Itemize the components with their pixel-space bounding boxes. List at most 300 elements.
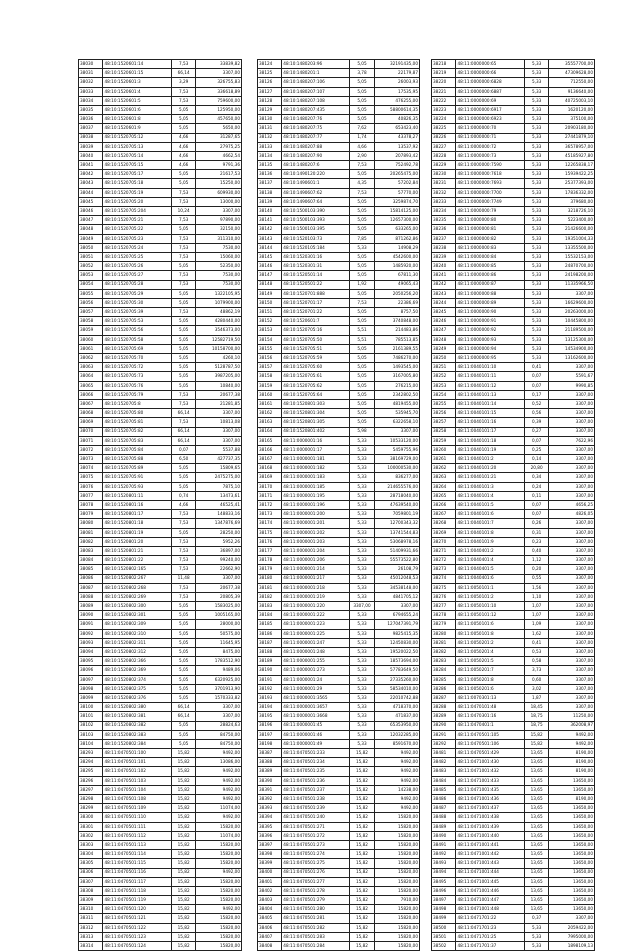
- row-number-cell: 38145: [258, 252, 282, 261]
- row-number-cell: 38069: [79, 418, 103, 427]
- cadastral-number-cell: 48:10:1520801:17: [103, 510, 171, 519]
- cadastral-number-cell: 48:11:0471001:442: [456, 850, 524, 859]
- rate-cell: 5,33: [524, 326, 548, 335]
- rate-cell: 7,53: [171, 60, 195, 69]
- table-row: [432, 611, 595, 620]
- value-cell: 7530,00: [196, 271, 242, 280]
- value-cell: 19351004,33: [549, 234, 595, 243]
- cadastral-number-cell: 48:10:1520801:11: [103, 491, 171, 500]
- table-row: [432, 409, 595, 418]
- value-cell: 375100,00: [549, 115, 595, 124]
- cadastral-number-cell: 48:11:0000000:80: [456, 216, 524, 225]
- rate-cell: 5,05: [171, 648, 195, 657]
- value-cell: 15820,00: [196, 896, 242, 905]
- row-number-cell: 38139: [258, 197, 282, 206]
- table-row: [258, 197, 420, 206]
- cadastral-number-cell: 48:11:0470501:236: [282, 776, 350, 785]
- row-number-cell: 38235: [432, 216, 456, 225]
- table-row: [79, 436, 242, 445]
- row-number-cell: 38073: [79, 455, 103, 464]
- cadastral-number-cell: 48:11:0000001:203: [282, 537, 350, 546]
- rate-cell: 5,05: [350, 344, 374, 353]
- rate-cell: 10,24: [171, 207, 195, 216]
- table-row: [432, 381, 595, 390]
- row-number-cell: 38258: [432, 427, 456, 436]
- table-row: [79, 703, 242, 712]
- table-row: [432, 712, 595, 721]
- value-cell: 3307,00: [549, 666, 595, 675]
- value-cell: 9492,00: [374, 758, 419, 767]
- value-cell: 15532153,00: [549, 252, 595, 261]
- table-row: [258, 813, 420, 822]
- value-cell: 20263000,00: [549, 308, 595, 317]
- rate-cell: 5,33: [350, 592, 374, 601]
- rate-cell: 1,12: [524, 556, 548, 565]
- value-cell: 53068978,16: [374, 537, 419, 546]
- row-number-cell: 38161: [258, 399, 282, 408]
- table-row: [258, 822, 420, 831]
- row-number-cell: 38153: [258, 326, 282, 335]
- value-cell: 3307,00: [196, 712, 242, 721]
- rate-cell: 5,33: [524, 60, 548, 69]
- value-cell: 4542600,00: [374, 252, 419, 261]
- rate-cell: 18,75: [524, 721, 548, 730]
- table-row: [432, 390, 595, 399]
- row-number-cell: 38250: [432, 354, 456, 363]
- cadastral-number-cell: 48:10:1520601:9: [103, 124, 171, 133]
- cadastral-number-cell: 48:11:0040101:13: [456, 390, 524, 399]
- row-number-cell: 38039: [79, 142, 103, 151]
- row-number-cell: 38251: [432, 363, 456, 372]
- cadastral-number-cell: 48:11:0470501:114: [103, 850, 171, 859]
- cadastral-number-cell: 48:10:1520802:374: [103, 675, 171, 684]
- rate-cell: 5,33: [350, 464, 374, 473]
- table-row: [258, 225, 420, 234]
- rate-cell: 0,31: [524, 528, 548, 537]
- table-row: [79, 234, 242, 243]
- table-row: [432, 850, 595, 859]
- row-number-cell: 38178: [258, 556, 282, 565]
- rate-cell: 5,33: [350, 583, 374, 592]
- row-number-cell: 38159: [258, 381, 282, 390]
- row-number-cell: 38289: [432, 712, 456, 721]
- row-number-cell: 38147: [258, 271, 282, 280]
- row-number-cell: 38220: [432, 78, 456, 87]
- table-row: [79, 427, 242, 436]
- rate-cell: 5,05: [171, 611, 195, 620]
- table-row: [79, 868, 242, 877]
- cadastral-number-cell: 48:11:0040101:8: [456, 528, 524, 537]
- row-number-cell: 38278: [432, 611, 456, 620]
- rate-cell: 5,33: [350, 574, 374, 583]
- row-number-cell: 38259: [432, 436, 456, 445]
- row-number-cell: 38102: [79, 721, 103, 730]
- cadastral-number-cell: 48:11:0470501:120: [103, 905, 171, 914]
- table-row: [432, 675, 595, 684]
- value-cell: 16629600,00: [549, 298, 595, 307]
- row-number-cell: 38070: [79, 427, 103, 436]
- row-number-cell: 38089: [79, 602, 103, 611]
- table-row: [432, 445, 595, 454]
- row-number-cell: 38260: [432, 445, 456, 454]
- cadastral-number-cell: 48:10:1490601:1: [282, 179, 350, 188]
- table-row: [432, 739, 595, 748]
- rate-cell: 7,53: [171, 565, 195, 574]
- table-row: [258, 161, 420, 170]
- table-row: [258, 840, 420, 849]
- rate-cell: 0,07: [171, 445, 195, 454]
- row-number-cell: 38100: [79, 703, 103, 712]
- value-cell: 28824,63: [196, 721, 242, 730]
- value-cell: 752492,78: [374, 161, 419, 170]
- value-cell: 476255,00: [374, 96, 419, 105]
- cadastral-number-cell: 48:10:1520705:28: [103, 280, 171, 289]
- row-number-cell: 38486: [432, 795, 456, 804]
- table-row: [79, 519, 242, 528]
- rate-cell: 1,74: [350, 133, 374, 142]
- row-number-cell: 38249: [432, 344, 456, 353]
- table-row: [79, 923, 242, 932]
- table-row: [432, 877, 595, 886]
- rate-cell: 0,26: [524, 519, 548, 528]
- table-row: [258, 905, 420, 914]
- row-number-cell: 38309: [79, 896, 103, 905]
- value-cell: 84750,00: [196, 739, 242, 748]
- cadastral-number-cell: 48:11:0470501:115: [103, 859, 171, 868]
- cadastral-number-cell: 48:11:0000001:183: [282, 473, 350, 482]
- value-cell: 9492,00: [374, 804, 419, 813]
- row-number-cell: 38305: [79, 859, 103, 868]
- value-cell: 11645,95: [196, 638, 242, 647]
- rate-cell: 15,82: [350, 749, 374, 758]
- row-number-cell: 38294: [79, 758, 103, 767]
- cadastral-number-cell: 48:11:0040101:9: [456, 537, 524, 546]
- table-row: [79, 197, 242, 206]
- table-row: [432, 501, 595, 510]
- row-number-cell: 38185: [258, 620, 282, 629]
- cadastral-number-cell: 48:11:0050201:7: [456, 666, 524, 675]
- rate-cell: 18,75: [524, 712, 548, 721]
- value-cell: 3307,00: [549, 464, 595, 473]
- cadastral-number-cell: 48:10:1520801:303: [282, 399, 350, 408]
- rate-cell: 15,82: [524, 739, 548, 748]
- rate-cell: 66,14: [171, 69, 195, 78]
- table-row: [432, 399, 595, 408]
- row-number-cell: 38065: [79, 381, 103, 390]
- table-row: [79, 60, 242, 69]
- rate-cell: 7,53: [171, 592, 195, 601]
- cadastral-number-cell: 48:11:0050201:4: [456, 648, 524, 657]
- table-row: [432, 629, 595, 638]
- cadastral-number-cell: 48:11:0470501:278: [282, 886, 350, 895]
- cadastral-number-cell: 48:10:1520802:165: [103, 565, 171, 574]
- table-row: [258, 151, 420, 160]
- value-cell: 2342802,50: [374, 390, 419, 399]
- cadastral-number-cell: 48:11:0471001:437: [456, 804, 524, 813]
- table-row: [79, 693, 242, 702]
- cadastral-number-cell: 48:10:1500103:393: [282, 216, 350, 225]
- value-cell: 20677,38: [196, 583, 242, 592]
- cadastral-number-cell: 48:10:1520802:310: [103, 629, 171, 638]
- cadastral-number-cell: 48:11:0470501:280: [282, 905, 350, 914]
- cadastral-number-cell: 48:11:0040401:6: [456, 574, 524, 583]
- table-row: [258, 96, 420, 105]
- value-cell: 15820,00: [196, 859, 242, 868]
- cadastral-number-cell: 48:11:0470501:237: [282, 785, 350, 794]
- row-number-cell: 38273: [432, 565, 456, 574]
- rate-cell: 5,33: [524, 179, 548, 188]
- table-row: [432, 142, 595, 151]
- row-number-cell: 38291: [432, 730, 456, 739]
- table-row: [79, 96, 242, 105]
- row-number-cell: 38483: [432, 767, 456, 776]
- value-cell: 50575,00: [196, 629, 242, 638]
- rate-cell: 0,58: [524, 657, 548, 666]
- row-number-cell: 38035: [79, 105, 103, 114]
- cadastral-number-cell: 48:11:0000000:6917: [456, 105, 524, 114]
- value-cell: 55573522,80: [374, 556, 419, 565]
- table-row: [79, 648, 242, 657]
- cadastral-number-cell: 48:11:0470501:119: [103, 896, 171, 905]
- rate-cell: 15,82: [171, 767, 195, 776]
- table-row: [258, 942, 420, 951]
- cadastral-number-cell: 48:11:0470501:276: [282, 868, 350, 877]
- cadastral-number-cell: 48:11:0470501:275: [282, 859, 350, 868]
- rate-cell: 15,82: [350, 776, 374, 785]
- row-number-cell: 38176: [258, 537, 282, 546]
- rate-cell: 1,92: [350, 280, 374, 289]
- value-cell: 20903180,00: [549, 124, 595, 133]
- table-row: [258, 335, 420, 344]
- rate-cell: 15,82: [171, 886, 195, 895]
- value-cell: 22010742,88: [374, 693, 419, 702]
- table-row: [79, 528, 242, 537]
- cadastral-number-cell: 48:10:1520705:13: [103, 142, 171, 151]
- row-number-cell: 38103: [79, 730, 103, 739]
- cadastral-number-cell: 48:11:0471701:25: [456, 932, 524, 941]
- value-cell: 40725003,10: [549, 96, 595, 105]
- rate-cell: 7,53: [171, 197, 195, 206]
- value-cell: 1322105,95: [196, 289, 242, 298]
- rate-cell: 5,33: [524, 234, 548, 243]
- value-cell: 10533120,00: [374, 436, 419, 445]
- table-row: [79, 78, 242, 87]
- rate-cell: 5,05: [350, 96, 374, 105]
- rate-cell: 5,05: [171, 317, 195, 326]
- rate-cell: 0,56: [524, 409, 548, 418]
- table-row: [432, 519, 595, 528]
- row-number-cell: 38401: [258, 877, 282, 886]
- value-cell: 3307,00: [196, 703, 242, 712]
- rate-cell: 15,82: [350, 932, 374, 941]
- cadastral-number-cell: 48:10:1520701:22: [282, 308, 350, 317]
- table-row: [79, 501, 242, 510]
- table-row: [432, 335, 595, 344]
- row-number-cell: 38133: [258, 142, 282, 151]
- rate-cell: 3,02: [524, 684, 548, 693]
- value-cell: 13650,00: [549, 840, 595, 849]
- cadastral-number-cell: 48:11:0471001:441: [456, 840, 524, 849]
- rate-cell: 5,05: [171, 620, 195, 629]
- rate-cell: 0,34: [524, 473, 548, 482]
- cadastral-number-cell: 48:11:0050101:1: [456, 583, 524, 592]
- rate-cell: 7,53: [171, 510, 195, 519]
- value-cell: 13650,00: [549, 868, 595, 877]
- row-number-cell: 38252: [432, 372, 456, 381]
- table-row: [79, 886, 242, 895]
- rate-cell: 15,82: [171, 831, 195, 840]
- row-number-cell: 38189: [258, 657, 282, 666]
- cadastral-number-cell: 48:10:1520705:69: [103, 344, 171, 353]
- table-row: [258, 785, 420, 794]
- value-cell: 34538148,00: [374, 583, 419, 592]
- cadastral-number-cell: 48:11:0471701:22: [456, 914, 524, 923]
- cadastral-number-cell: 48:11:0470501:108: [103, 795, 171, 804]
- value-cell: 3307,00: [549, 684, 595, 693]
- value-cell: 13650,00: [549, 804, 595, 813]
- row-number-cell: 38482: [432, 758, 456, 767]
- rate-cell: 13,65: [524, 813, 548, 822]
- table-row: [258, 105, 420, 114]
- table-row: [432, 60, 595, 69]
- rate-cell: 5,33: [350, 730, 374, 739]
- rate-cell: 13,65: [524, 905, 548, 914]
- cadastral-number-cell: 48:11:0000001:181: [282, 455, 350, 464]
- rate-cell: 0,07: [524, 372, 548, 381]
- rate-cell: 5,33: [524, 243, 548, 252]
- table-row: [79, 942, 242, 951]
- cadastral-number-cell: 48:10:1520801:21: [103, 546, 171, 555]
- rate-cell: 7,53: [171, 308, 195, 317]
- rate-cell: 15,82: [350, 785, 374, 794]
- rate-cell: 0,39: [524, 418, 548, 427]
- table-row: [258, 427, 420, 436]
- cadastral-number-cell: 48:11:0000001:206: [282, 556, 350, 565]
- row-number-cell: 38141: [258, 216, 282, 225]
- value-cell: 65353950,00: [374, 721, 419, 730]
- value-cell: 15809,65: [196, 464, 242, 473]
- table-row: [432, 344, 595, 353]
- row-number-cell: 38261: [432, 455, 456, 464]
- rate-cell: 0,41: [524, 638, 548, 647]
- value-cell: 3307,00: [549, 648, 595, 657]
- cadastral-number-cell: 48:11:0000000:94: [456, 344, 524, 353]
- rate-cell: 5,33: [524, 225, 548, 234]
- cadastral-number-cell: 48:11:0000001:220: [282, 602, 350, 611]
- table-row: [79, 464, 242, 473]
- table-row: [79, 767, 242, 776]
- cadastral-number-cell: 48:11:0470501:106: [456, 739, 524, 748]
- cadastral-number-cell: 48:11:0000001:219: [282, 592, 350, 601]
- table-row: [432, 326, 595, 335]
- rate-cell: 1,10: [524, 592, 548, 601]
- rate-cell: 5,05: [171, 629, 195, 638]
- rate-cell: 5,05: [350, 252, 374, 261]
- value-cell: 1485920,00: [374, 262, 419, 271]
- rate-cell: 15,82: [524, 730, 548, 739]
- table-row: [432, 905, 595, 914]
- table-row: [258, 666, 420, 675]
- rate-cell: 66,14: [171, 409, 195, 418]
- table-row: [432, 271, 595, 280]
- row-number-cell: 38283: [432, 657, 456, 666]
- row-number-cell: 38245: [432, 308, 456, 317]
- value-cell: 21426600,00: [549, 225, 595, 234]
- row-number-cell: 38167: [258, 455, 282, 464]
- rate-cell: 5,33: [350, 565, 374, 574]
- row-number-cell: 38398: [258, 850, 282, 859]
- row-number-cell: 38272: [432, 556, 456, 565]
- value-cell: 38169729,00: [374, 455, 419, 464]
- table-row: [79, 105, 242, 114]
- row-number-cell: 38218: [432, 60, 456, 69]
- cadastral-number-cell: 48:11:0000000:87: [456, 280, 524, 289]
- table-row: [432, 648, 595, 657]
- rate-cell: 1,87: [524, 693, 548, 702]
- table-row: [432, 703, 595, 712]
- rate-cell: 5,05: [350, 354, 374, 363]
- rate-cell: 5,05: [350, 308, 374, 317]
- rate-cell: 1,56: [524, 583, 548, 592]
- row-number-cell: 38192: [258, 684, 282, 693]
- value-cell: 11335966,50: [549, 280, 595, 289]
- value-cell: 8190,00: [549, 767, 595, 776]
- table-row: [79, 87, 242, 96]
- cadastral-number-cell: 48:11:0000001:45: [282, 721, 350, 730]
- rate-cell: 5,33: [350, 739, 374, 748]
- row-number-cell: 38281: [432, 638, 456, 647]
- row-number-cell: 38296: [79, 776, 103, 785]
- row-number-cell: 38127: [258, 87, 282, 96]
- row-number-cell: 38284: [432, 666, 456, 675]
- row-number-cell: 38253: [432, 381, 456, 390]
- rate-cell: 7,53: [171, 271, 195, 280]
- value-cell: 5223400,00: [549, 216, 595, 225]
- value-cell: 3307,00: [549, 556, 595, 565]
- rate-cell: 0,60: [524, 675, 548, 684]
- rate-cell: 5,05: [171, 262, 195, 271]
- rate-cell: 5,33: [524, 280, 548, 289]
- value-cell: 67811,30: [374, 271, 419, 280]
- table-row: [432, 684, 595, 693]
- table-row: [79, 850, 242, 859]
- value-cell: 48862,19: [196, 308, 242, 317]
- row-number-cell: 38184: [258, 611, 282, 620]
- table-row: [258, 262, 420, 271]
- rate-cell: 15,82: [171, 804, 195, 813]
- cadastral-number-cell: 48:11:0040101:4: [456, 491, 524, 500]
- value-cell: 7059801,19: [374, 510, 419, 519]
- cadastral-value-table-middle: [257, 59, 420, 951]
- value-cell: 4841705,12: [374, 592, 419, 601]
- cadastral-number-cell: 48:10:1520705:60: [282, 363, 350, 372]
- row-number-cell: 38098: [79, 684, 103, 693]
- value-cell: 12450830,00: [374, 638, 419, 647]
- table-row: [258, 445, 420, 454]
- rate-cell: 5,05: [171, 363, 195, 372]
- row-number-cell: 38044: [79, 188, 103, 197]
- rate-cell: 66,14: [171, 703, 195, 712]
- rate-cell: 4,66: [171, 142, 195, 151]
- cadastral-number-cell: 48:10:1520801:305: [282, 418, 350, 427]
- table-row: [79, 620, 242, 629]
- row-number-cell: 38300: [79, 813, 103, 822]
- table-row: [79, 684, 242, 693]
- row-number-cell: 38059: [79, 326, 103, 335]
- value-cell: 3307,00: [549, 703, 595, 712]
- row-number-cell: 38072: [79, 445, 103, 454]
- value-cell: 609930,00: [196, 188, 242, 197]
